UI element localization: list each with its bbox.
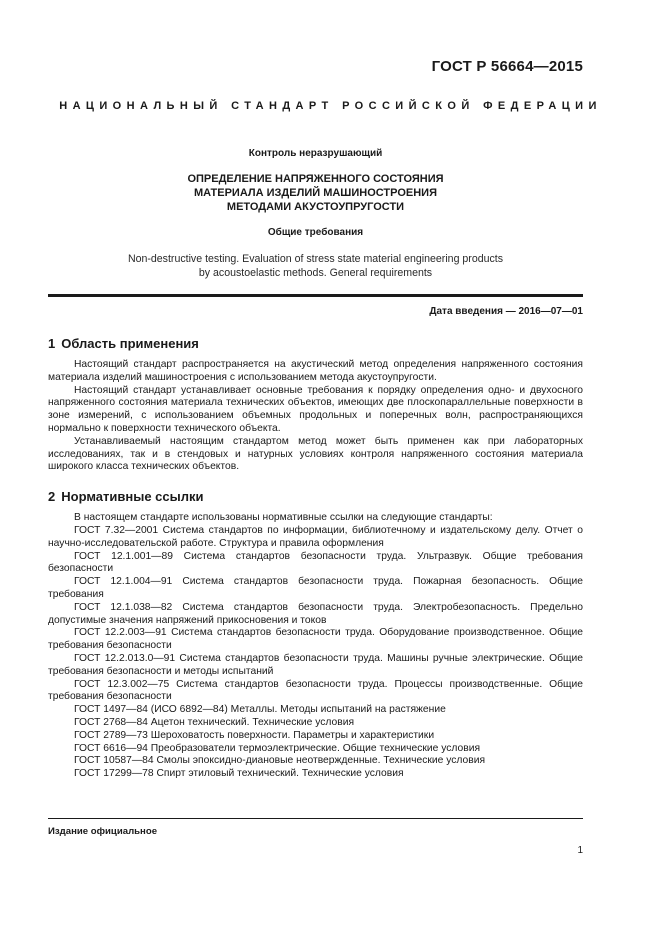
reference-item: ГОСТ 12.2.013.0—91 Система стандартов безопасности труда. Машины ручные электрические. Общие требования безопасности и методы испытаний (48, 652, 583, 677)
paragraph: Устанавливаемый настоящим стандартом метод может быть применен как при лабораторных исследованиях, так и в стендовых и натурных условиях контроля напряженного состояния материала широкого класса технических объектов. (48, 435, 583, 473)
paragraph: Настоящий стандарт устанавливает основные требования к порядку определения одно- и двухосного напряженного состояния материала технических объектов, имеющих две плоскопараллельные поверхности в зоне измерений, с использованием объемных продольных и поперечных волн, распространяющихся нормально к поверхности технического объекта. (48, 384, 583, 434)
reference-item: ГОСТ 2768—84 Ацетон технический. Технические условия (74, 716, 355, 728)
title-line: ОПРЕДЕЛЕНИЕ НАПРЯЖЕННОГО СОСТОЯНИЯ (187, 173, 444, 185)
section-1 (48, 336, 583, 474)
section-title: Область применения (61, 336, 199, 351)
reference-item: ГОСТ 12.3.002—75 Система стандартов безопасности труда. Процессы производственные. Общие требования безопасности (48, 678, 583, 703)
english-title (48, 253, 583, 280)
reference-item: ГОСТ 2789—73 Шероховатость поверхности. Параметры и характеристики (74, 729, 435, 741)
document-body (48, 336, 583, 781)
reference-item: ГОСТ 12.2.003—91 Система стандартов безопасности труда. Оборудование производственное. Общие требования безопасности (48, 627, 583, 652)
title-line: МЕТОДАМИ АКУСТОУПРУГОСТИ (226, 201, 405, 213)
reference-item: ГОСТ 12.1.038—82 Система стандартов безопасности труда. Электробезопасность. Предельно допустимые значения напряжений прикосновения и токов (48, 601, 583, 626)
reference-intro: В настоящем стандарте использованы нормативные ссылки на следующие стандарты: (74, 512, 493, 524)
reference-item: ГОСТ 7.32—2001 Система стандартов по информации, библиотечному и издательскому делу. Отчет о научно-исследовательской работе. Структура и правила оформления (48, 524, 583, 549)
page-number: 1 (577, 845, 583, 856)
section-2 (48, 489, 583, 781)
section-number: 1 (48, 336, 56, 351)
title-line: МАТЕРИАЛА ИЗДЕЛИЙ МАШИНОСТРОЕНИЯ (193, 187, 437, 199)
section-heading (48, 336, 583, 352)
reference-item: ГОСТ 17299—78 Спирт этиловый технический. Технические условия (74, 768, 404, 780)
english-title-line: by acoustoelastic methods. General requirements (198, 266, 433, 279)
section-number: 2 (48, 489, 56, 505)
section-heading (48, 489, 583, 505)
reference-item: ГОСТ 6616—94 Преобразователи термоэлектрические. Общие технические условия (74, 742, 481, 754)
control-subtitle: Контроль неразрушающий (248, 148, 383, 159)
document-title (48, 172, 583, 214)
general-requirements-subtitle: Общие требования (267, 227, 364, 238)
footer-divider (48, 818, 583, 819)
reference-item: ГОСТ 12.1.001—89 Система стандартов безопасности труда. Ультразвук. Общие требования безопасности (48, 550, 583, 575)
header-divider (48, 294, 583, 297)
reference-item: ГОСТ 10587—84 Смолы эпоксидно-диановые неотвержденные. Технические условия (74, 755, 486, 767)
section-title: Нормативные ссылки (61, 489, 204, 505)
reference-item: ГОСТ 12.1.004—91 Система стандартов безопасности труда. Пожарная безопасность. Общие требования (48, 576, 583, 600)
paragraph: Настоящий стандарт распространяется на акустический метод определения напряженного состояния материала изделий машиностроения с использованием метода акустоупругости. (48, 359, 583, 383)
official-edition-label: Издание официальное (48, 826, 158, 837)
standard-code: ГОСТ Р 56664—2015 (431, 58, 583, 75)
introduction-date: Дата введения — 2016—07—01 (429, 306, 583, 317)
section-spacer (48, 474, 583, 489)
national-standard-heading: НАЦИОНАЛЬНЫЙ СТАНДАРТ РОССИЙСКОЙ ФЕДЕРАЦИИ (59, 100, 602, 112)
english-title-line: Non-destructive testing. Evaluation of stress state material engineering products (127, 253, 504, 265)
reference-item: ГОСТ 1497—84 (ИСО 6892—84) Металлы. Методы испытаний на растяжение (74, 704, 446, 716)
